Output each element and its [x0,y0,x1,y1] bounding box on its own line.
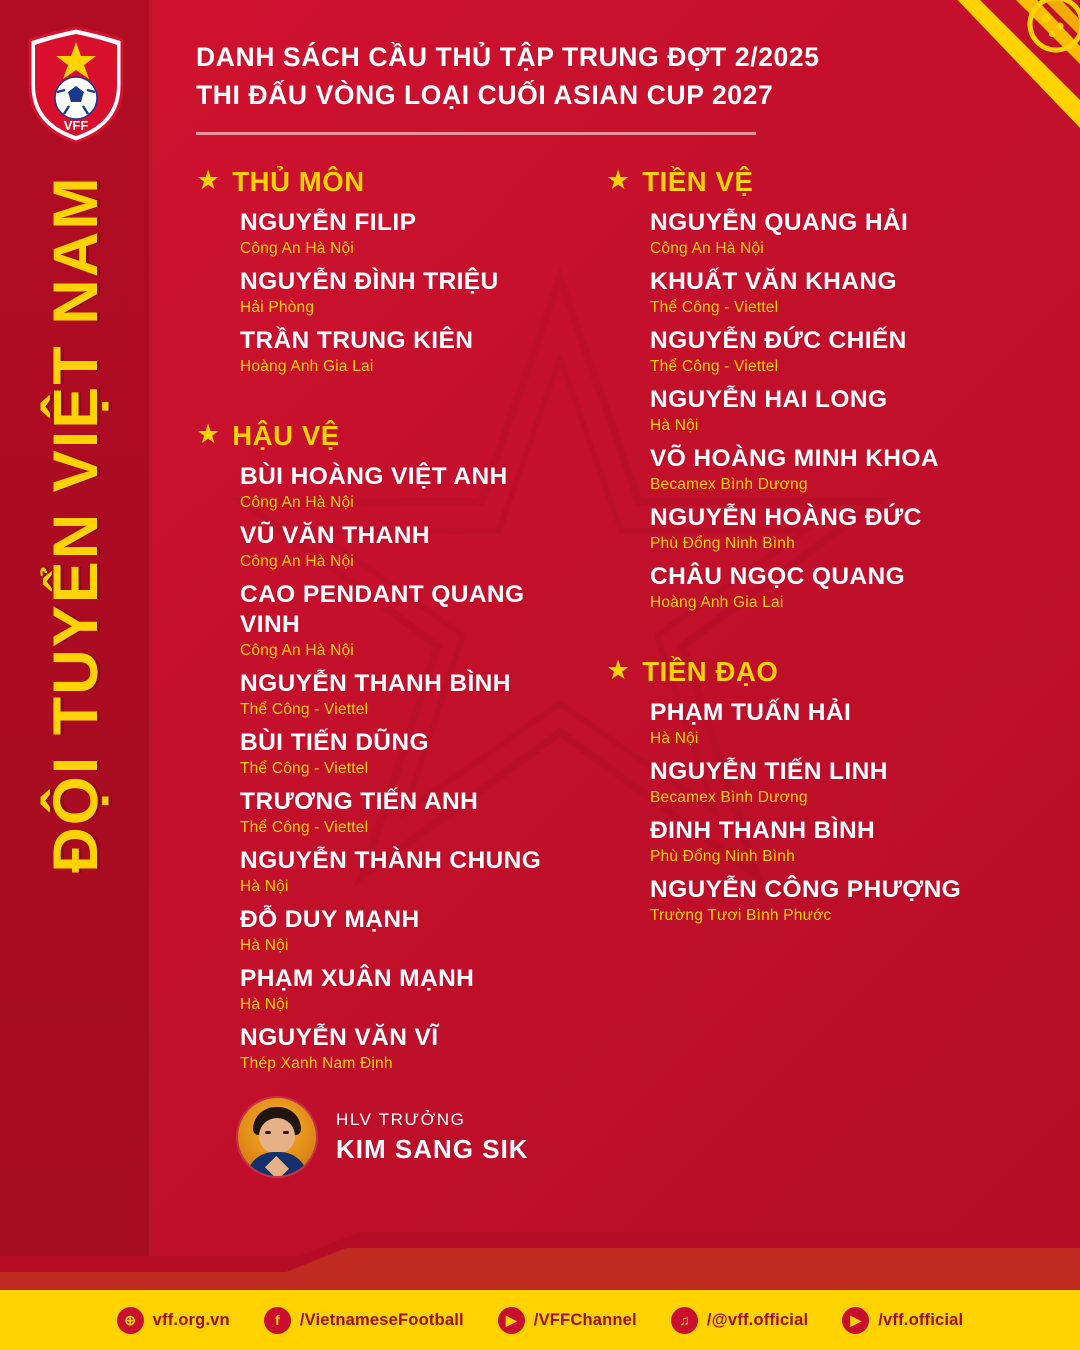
tiktok-icon: ♫ [671,1307,698,1334]
player-name: NGUYỄN CÔNG PHƯỢNG [650,876,962,903]
player-club: Hà Nội [240,937,289,954]
vertical-team-title: ĐỘI TUYỂN VIỆT NAM [41,175,111,873]
svg-text:VFF: VFF [63,118,89,133]
footer-label: /VFFChannel [533,1310,637,1329]
coach-text [336,1110,529,1165]
player-name: KHUẤT VĂN KHANG [650,268,897,295]
player-name: TRƯƠNG TIẾN ANH [240,788,479,815]
group-goalkeepers [196,166,586,378]
group-header [196,166,586,198]
player-club: Hà Nội [650,417,699,434]
header-line-1: DANH SÁCH CẦU THỦ TẬP TRUNG ĐỢT 2/2025 [196,42,820,72]
player-name: BÙI HOÀNG VIỆT ANH [240,463,508,490]
footer-item-facebook[interactable] [264,1307,464,1334]
player-club: Công An Hà Nội [240,240,354,257]
coach-name: KIM SANG SIK [336,1133,529,1164]
list-item [240,208,586,260]
list-item [650,326,1006,378]
list-item [240,267,586,319]
player-name: ĐINH THANH BÌNH [650,817,876,844]
player-club: Trường Tươi Bình Phước [650,907,832,924]
list-item [240,964,586,1016]
list-item [240,326,586,378]
avatar-eye-right [283,1131,289,1134]
player-name: NGUYỄN ĐỨC CHIẾN [650,327,907,354]
youtube-icon: ▶ [498,1307,525,1334]
list-item [650,208,1006,260]
player-name: NGUYỄN THÀNH CHUNG [240,847,542,874]
footer-social-bar [0,1290,1080,1350]
header [196,38,876,135]
player-name: TRẦN TRUNG KIÊN [240,327,474,354]
list-item [650,816,1006,868]
player-name: CHÂU NGỌC QUANG [650,563,906,590]
list-item [240,846,586,898]
footer-label: vff.org.vn [152,1310,230,1329]
list-item [240,580,586,662]
list-item [650,267,1006,319]
list-item [240,1023,586,1075]
footer-item-website[interactable] [117,1307,230,1334]
facebook-icon: f [264,1307,291,1334]
player-name: NGUYỄN TIẾN LINH [650,758,888,785]
group-midfielders [606,166,1006,614]
list-item [240,905,586,957]
header-line-2: THI ĐẤU VÒNG LOẠI CUỐI ASIAN CUP 2027 [196,80,774,110]
list-item [650,385,1006,437]
group-header [606,166,1006,198]
player-name: VÕ HOÀNG MINH KHOA [650,445,939,472]
player-club: Thể Công - Viettel [650,299,779,316]
coach-role: HLV TRƯỞNG [336,1109,466,1129]
player-name: NGUYỄN THANH BÌNH [240,670,511,697]
group-title: TIỀN ĐẠO [642,656,779,687]
player-club: Thể Công - Viettel [240,701,369,718]
avatar-face [259,1118,295,1154]
player-name: BÙI TIẾN DŨNG [240,729,429,756]
star-icon: ★ [606,655,631,685]
star-icon: ★ [196,165,221,195]
globe-icon: ⊕ [117,1307,144,1334]
player-club: Hoàng Anh Gia Lai [240,358,374,375]
squad-column-left [196,166,586,1082]
star-icon: ★ [196,419,221,449]
player-club: Hà Nội [240,878,289,895]
squad-column-right [606,166,1006,934]
footer-shape-decoration [0,1232,1080,1290]
player-club: Công An Hà Nội [240,553,354,570]
group-header [606,656,1006,688]
footer-item-tiktok[interactable] [671,1307,808,1334]
footer-item-play[interactable] [842,1307,963,1334]
group-title: THỦ MÔN [232,166,365,197]
avatar-eye-left [265,1131,271,1134]
list-item [240,669,586,721]
footer-item-youtube[interactable] [498,1307,637,1334]
list-item [240,462,586,514]
player-club: Công An Hà Nội [650,240,764,257]
header-divider [196,132,756,135]
player-name: NGUYỄN QUANG HẢI [650,209,909,236]
player-club: Thể Công - Viettel [650,358,779,375]
play-icon: ▶ [842,1307,869,1334]
group-forwards [606,656,1006,927]
coach-avatar [238,1098,316,1176]
group-title: TIỀN VỆ [642,166,754,197]
player-club: Phù Đổng Ninh Bình [650,535,795,552]
player-club: Becamex Bình Dương [650,789,808,806]
head-coach-block [238,1098,529,1176]
footer-label: /vff.official [878,1310,964,1329]
list-item [240,728,586,780]
group-defenders [196,420,586,1075]
player-club: Thể Công - Viettel [240,760,369,777]
player-name: CAO PENDANT QUANG VINH [240,581,525,638]
player-club: Hà Nội [650,730,699,747]
player-club: Phù Đổng Ninh Bình [650,848,795,865]
player-name: ĐỖ DUY MẠNH [240,906,420,933]
footer-label: /VietnameseFootball [299,1310,464,1329]
player-club: Thép Xanh Nam Định [240,1055,393,1072]
player-club: Công An Hà Nội [240,494,354,511]
player-club: Hải Phòng [240,299,315,316]
player-name: PHẠM TUẤN HẢI [650,699,852,726]
group-title: HẬU VỆ [232,420,340,451]
player-name: NGUYỄN HAI LONG [650,386,888,413]
vff-crest-icon [24,26,128,144]
footer-label: /@vff.official [706,1310,809,1329]
player-club: Hà Nội [240,996,289,1013]
list-item [240,787,586,839]
player-name: PHẠM XUÂN MẠNH [240,965,475,992]
list-item [650,698,1006,750]
group-header [196,420,586,452]
list-item [650,757,1006,809]
list-item [650,444,1006,496]
list-item [650,503,1006,555]
player-name: NGUYỄN VĂN VĨ [240,1024,439,1051]
player-name: NGUYỄN HOÀNG ĐỨC [650,504,922,531]
player-club: Hoàng Anh Gia Lai [650,594,784,611]
star-icon: ★ [606,165,631,195]
player-club: Thể Công - Viettel [240,819,369,836]
player-club: Becamex Bình Dương [650,476,808,493]
list-item [650,562,1006,614]
list-item [650,875,1006,927]
list-item [240,521,586,573]
player-name: NGUYỄN ĐÌNH TRIỆU [240,268,499,295]
player-club: Công An Hà Nội [240,642,354,659]
player-name: VŨ VĂN THANH [240,522,430,549]
footer-wrap [0,1232,1080,1350]
player-name: NGUYỄN FILIP [240,209,417,236]
